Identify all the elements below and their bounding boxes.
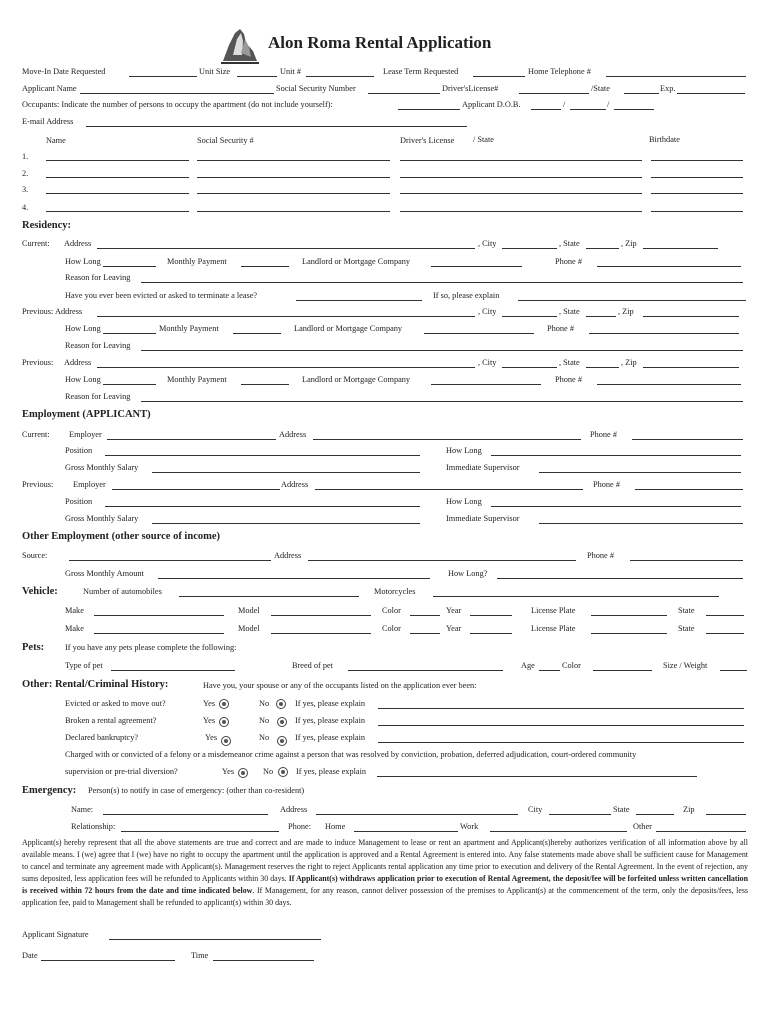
current-supervisor-field[interactable]	[539, 472, 741, 473]
felony-no-radio[interactable]	[278, 767, 288, 777]
pets-intro: If you have any pets please complete the following:	[65, 643, 237, 652]
current-zip-field[interactable]	[643, 248, 718, 249]
other-how-long-field[interactable]	[497, 578, 743, 579]
broken-yes-radio[interactable]	[219, 717, 229, 727]
col-state-header: / State	[473, 135, 494, 144]
home-label: Home	[325, 822, 346, 831]
bankruptcy-label: Declared bankruptcy?	[65, 733, 139, 742]
legal-bold-text: If Applicant(s) withdraws application prior to execution of Rental Agreement, the deposit/fee will be forfeited unless written cancellation is received within 72 hours from the date and time indicated below	[22, 874, 748, 895]
previous-state-field[interactable]	[586, 316, 616, 317]
source-field[interactable]	[69, 560, 271, 561]
make-field[interactable]	[94, 615, 224, 616]
previous-phone-field[interactable]	[589, 333, 739, 334]
city-label: , City	[478, 307, 497, 316]
history-intro: Have you, your spouse or any of the occupants listed on the application ever been:	[203, 681, 477, 690]
evicted-question: Have you ever been evicted or asked to terminate a lease?	[65, 291, 258, 300]
current-address-field[interactable]	[97, 248, 475, 249]
previous2-phone-field[interactable]	[597, 384, 741, 385]
ssn-label: Social Security Number	[276, 84, 356, 93]
time-label: Time	[191, 951, 209, 960]
bankruptcy-no-radio[interactable]	[277, 736, 287, 746]
broken-explain-field[interactable]	[378, 725, 744, 726]
emergency-name-label: Name:	[71, 805, 94, 814]
no-label: No	[259, 716, 270, 725]
pet-color-label: Color	[562, 661, 581, 670]
if-so-label: If so, please explain	[433, 291, 500, 300]
no-label: No	[259, 733, 270, 742]
phone-label: Phone #	[547, 324, 574, 333]
model-field[interactable]	[271, 633, 371, 634]
year-label: Year	[446, 606, 462, 615]
year-label: Year	[446, 624, 462, 633]
how-long-label: How Long	[65, 257, 101, 266]
occupant-dl-field[interactable]	[400, 160, 642, 161]
previous2-address-field[interactable]	[97, 367, 475, 368]
work-phone-field[interactable]	[490, 831, 627, 832]
vehicle-heading: Vehicle:	[22, 586, 58, 597]
make-label: Make	[65, 606, 84, 615]
current-landlord-field[interactable]	[431, 266, 522, 267]
dl-field[interactable]	[519, 93, 589, 94]
vehicle-state-field[interactable]	[706, 633, 744, 634]
occupant-ssn-field[interactable]	[197, 211, 390, 212]
color-field[interactable]	[410, 633, 440, 634]
previous2-zip-field[interactable]	[643, 367, 739, 368]
legal-statement	[22, 837, 748, 909]
broken-label: Broken a rental agreement?	[65, 716, 157, 725]
previous2-how-long-field[interactable]	[103, 384, 156, 385]
email-field[interactable]	[86, 126, 467, 127]
current-employment-label: Current:	[22, 430, 50, 439]
broken-no-radio[interactable]	[277, 717, 287, 727]
occupant-row-number: 4.	[22, 203, 29, 212]
previous-employer-field[interactable]	[112, 489, 280, 490]
dob-sep-1: /	[563, 100, 566, 109]
emergency-address-label: Address	[280, 805, 308, 814]
unit-size-label: Unit Size	[199, 67, 231, 76]
home-phone-field[interactable]	[354, 831, 458, 832]
employment-heading: Employment (APPLICANT)	[22, 409, 151, 420]
previous2-reason-field[interactable]	[141, 401, 743, 402]
landlord-label: Landlord or Mortgage Company	[302, 375, 411, 384]
previous-how-long-field[interactable]	[103, 333, 156, 334]
other-how-long-label: How Long?	[448, 569, 488, 578]
landlord-label: Landlord or Mortgage Company	[302, 257, 411, 266]
previous2-state-field[interactable]	[586, 367, 619, 368]
position-label: Position	[65, 497, 93, 506]
color-field[interactable]	[410, 615, 440, 616]
color-label: Color	[382, 624, 401, 633]
exp-field[interactable]	[677, 93, 745, 94]
plate-label: License Plate	[531, 606, 576, 615]
email-label: E-mail Address	[22, 117, 74, 126]
emergency-address-field[interactable]	[316, 814, 518, 815]
state-label: , State	[559, 239, 580, 248]
employer-phone-label: Phone #	[593, 480, 620, 489]
time-field[interactable]	[213, 960, 314, 961]
yes-label: Yes	[205, 733, 218, 742]
felony-explain-field[interactable]	[377, 776, 697, 777]
home-phone-label: Home Telephone #	[528, 67, 591, 76]
gross-salary-label: Gross Monthly Salary	[65, 463, 139, 472]
bankruptcy-explain-field[interactable]	[378, 742, 744, 743]
previous-address-field[interactable]	[97, 316, 475, 317]
occupants-label: Occupants: Indicate the number of persons to occupy the apartment (do not include yourself):	[22, 100, 333, 109]
vehicle-state-label: State	[678, 606, 695, 615]
pet-breed-field[interactable]	[348, 670, 503, 671]
model-label: Model	[238, 606, 260, 615]
previous-employer-phone-field[interactable]	[635, 489, 743, 490]
dl-state-label: /State	[591, 84, 610, 93]
employer-address-label: Address	[281, 480, 309, 489]
occupant-row-number: 2.	[22, 169, 29, 178]
previous-address-label: Previous: Address	[22, 307, 83, 316]
zip-label: , Zip	[618, 307, 634, 316]
other-phone-field[interactable]	[656, 831, 746, 832]
city-label: , City	[478, 358, 497, 367]
pet-age-label: Age	[521, 661, 535, 670]
emergency-zip-label: Zip	[683, 805, 695, 814]
emergency-city-label: City	[528, 805, 543, 814]
move-in-field[interactable]	[129, 76, 197, 77]
explain-label: If yes, please explain	[295, 733, 366, 742]
yes-label: Yes	[203, 716, 216, 725]
how-long-label: How Long	[65, 324, 101, 333]
occupant-name-field[interactable]	[46, 160, 189, 161]
evicted-answer-field[interactable]	[296, 300, 422, 301]
occupant-name-field[interactable]	[46, 177, 189, 178]
move-in-label: Move-In Date Requested	[22, 67, 106, 76]
occupant-ssn-field[interactable]	[197, 177, 390, 178]
current-employment-how-long-field[interactable]	[491, 455, 741, 456]
emergency-state-label: State	[613, 805, 630, 814]
previous-reason-field[interactable]	[141, 350, 743, 351]
emergency-heading: Emergency:	[22, 785, 77, 796]
monthly-payment-label: Monthly Payment	[167, 375, 227, 384]
previous-payment-field[interactable]	[233, 333, 281, 334]
occupant-birth-field[interactable]	[651, 177, 743, 178]
emergency-city-field[interactable]	[549, 814, 611, 815]
other-employment-heading: Other Employment (other source of income)	[22, 531, 221, 542]
phone-label: Phone #	[555, 257, 582, 266]
year-field[interactable]	[470, 615, 512, 616]
emergency-intro: Person(s) to notify in case of emergency: (other than co-resident)	[88, 786, 305, 795]
previous-employment-how-long-field[interactable]	[491, 506, 741, 507]
state-label: , State	[559, 307, 580, 316]
praying-hands-icon	[219, 25, 261, 65]
previous-employment-label: Previous:	[22, 480, 54, 489]
current-city-field[interactable]	[502, 248, 557, 249]
pet-size-label: Size / Weight	[663, 661, 708, 670]
unit-no-label: Unit #	[280, 67, 301, 76]
make-label: Make	[65, 624, 84, 633]
evicted-explain-field[interactable]	[378, 708, 744, 709]
signature-field[interactable]	[109, 939, 321, 940]
reason-label: Reason for Leaving	[65, 341, 131, 350]
how-long-label: How Long	[446, 497, 482, 506]
pets-heading: Pets:	[22, 642, 45, 653]
occupant-dl-field[interactable]	[400, 211, 642, 212]
supervision-question: supervision or pre-trial diversion?	[65, 767, 178, 776]
supervisor-label: Immediate Supervisor	[446, 514, 520, 523]
other-phone-field[interactable]	[630, 560, 743, 561]
legal-text-2: . If Management, for any reason, cannot deliver possession of the premises to Applicant(s) at the commencement of the term, only the deposits/fees, less application fee, paid to Management shall be refunded to applicant(s) within 30 days.	[22, 886, 748, 907]
previous-zip-field[interactable]	[643, 316, 739, 317]
col-birth-header: Birthdate	[649, 135, 680, 144]
explain-label: If yes, please explain	[295, 716, 366, 725]
plate-label: License Plate	[531, 624, 576, 633]
lease-term-field[interactable]	[473, 76, 525, 77]
employer-label: Employer	[73, 480, 106, 489]
no-label: No	[263, 767, 274, 776]
evicted-yes-radio[interactable]	[219, 699, 229, 709]
previous-position-field[interactable]	[105, 506, 420, 507]
gross-salary-label: Gross Monthly Salary	[65, 514, 139, 523]
col-name-header: Name	[46, 136, 66, 145]
year-field[interactable]	[470, 633, 512, 634]
current-position-field[interactable]	[105, 455, 420, 456]
vehicle-state-label: State	[678, 624, 695, 633]
yes-label: Yes	[222, 767, 235, 776]
current-state-field[interactable]	[586, 248, 619, 249]
pet-color-field[interactable]	[593, 670, 652, 671]
applicant-signature-label: Applicant Signature	[22, 930, 89, 939]
applicant-name-field[interactable]	[80, 93, 274, 94]
pet-size-field[interactable]	[720, 670, 747, 671]
previous2-payment-field[interactable]	[241, 384, 289, 385]
landlord-label: Landlord or Mortgage Company	[294, 324, 403, 333]
unit-no-field[interactable]	[306, 76, 374, 77]
ssn-field[interactable]	[368, 93, 440, 94]
model-field[interactable]	[271, 615, 371, 616]
other-address-label: Address	[274, 551, 302, 560]
occupant-row-number: 1.	[22, 152, 29, 161]
monthly-payment-label: Monthly Payment	[167, 257, 227, 266]
emergency-zip-field[interactable]	[706, 814, 746, 815]
occupant-dl-field[interactable]	[400, 177, 642, 178]
lease-term-label: Lease Term Requested	[383, 67, 459, 76]
state-label: , State	[559, 358, 580, 367]
exp-label: Exp.	[660, 84, 676, 93]
previous-gross-salary-field[interactable]	[152, 523, 420, 524]
reason-label: Reason for Leaving	[65, 392, 131, 401]
previous-label: Previous:	[22, 358, 54, 367]
other-label: Other	[633, 822, 652, 831]
phone-label: Phone #	[555, 375, 582, 384]
previous-supervisor-field[interactable]	[539, 523, 743, 524]
previous-landlord-field[interactable]	[424, 333, 534, 334]
emergency-state-field[interactable]	[636, 814, 674, 815]
gross-amount-field[interactable]	[158, 578, 430, 579]
occupant-ssn-field[interactable]	[197, 193, 390, 194]
model-label: Model	[238, 624, 260, 633]
page-title: Alon Roma Rental Application	[268, 33, 492, 52]
zip-label: , Zip	[621, 358, 637, 367]
occupant-dl-field[interactable]	[400, 193, 642, 194]
unit-size-field[interactable]	[237, 76, 277, 77]
dob-sep-2: /	[607, 100, 610, 109]
yes-label: Yes	[203, 699, 216, 708]
relationship-field[interactable]	[121, 831, 279, 832]
history-heading: Other: Rental/Criminal History:	[22, 679, 169, 690]
date-label: Date	[22, 951, 38, 960]
felony-yes-radio[interactable]	[238, 768, 248, 778]
date-field[interactable]	[41, 960, 175, 961]
previous-employer-address-field[interactable]	[315, 489, 583, 490]
dl-label: Driver'sLicense#	[442, 84, 499, 93]
explain-label: If yes, please explain	[296, 767, 367, 776]
vehicle-state-field[interactable]	[706, 615, 744, 616]
current-employer-field[interactable]	[107, 439, 276, 440]
how-long-label: How Long	[65, 375, 101, 384]
legal-text-1: Applicant(s) hereby represent that all the above statements are true and correct and are made to induce Management to lease or rent an apartment and Applicant(s)hereby authorizes verification of all information above by all available means. I (we) agree that I (we) have no right to occupy the apartment until the application is approved and a Rental Agreement is entered into. Any false statements made above shall be sufficient cause for Management to cancel and terminate any agreement made with Applicant(s). Management reserves the right to reject Applicants rental application any time prior to execution and delivery of the Rental Agreement. In the event of rejection, any sums deposited, less application fees will be refunded to Applicants within 30 days.	[22, 838, 748, 883]
how-long-label: How Long	[446, 446, 482, 455]
employer-address-label: Address	[279, 430, 307, 439]
current-phone-field[interactable]	[597, 266, 741, 267]
employer-phone-label: Phone #	[590, 430, 617, 439]
occupant-row-number: 3.	[22, 185, 29, 194]
make-field[interactable]	[94, 633, 224, 634]
occupant-birth-field[interactable]	[651, 160, 743, 161]
pet-type-label: Type of pet	[65, 661, 103, 670]
other-address-field[interactable]	[308, 560, 576, 561]
evicted-explain-field[interactable]	[518, 300, 746, 301]
occupant-birth-field[interactable]	[651, 193, 743, 194]
current-how-long-field[interactable]	[103, 266, 156, 267]
bankruptcy-yes-radio[interactable]	[221, 736, 231, 746]
emergency-phone-label: Phone:	[288, 822, 312, 831]
explain-label: If yes, please explain	[295, 699, 366, 708]
emergency-name-field[interactable]	[103, 814, 268, 815]
other-phone-label: Phone #	[587, 551, 614, 560]
num-autos-field[interactable]	[179, 596, 359, 597]
dob-day-field[interactable]	[570, 109, 606, 110]
dob-month-field[interactable]	[531, 109, 561, 110]
col-ssn-header: Social Security #	[197, 136, 254, 145]
pet-breed-label: Breed of pet	[292, 661, 334, 670]
motorcycles-field[interactable]	[433, 596, 719, 597]
supervisor-label: Immediate Supervisor	[446, 463, 520, 472]
current-residence-label: Current:	[22, 239, 50, 248]
num-autos-label: Number of automobiles	[83, 587, 162, 596]
previous2-city-field[interactable]	[502, 367, 557, 368]
plate-field[interactable]	[591, 615, 667, 616]
home-phone-field[interactable]	[606, 76, 746, 77]
address-label: Address	[64, 239, 92, 248]
position-label: Position	[65, 446, 93, 455]
address-label: Address	[64, 358, 92, 367]
occupant-ssn-field[interactable]	[197, 160, 390, 161]
occupant-name-field[interactable]	[46, 211, 189, 212]
col-dl-header: Driver's License	[400, 136, 455, 145]
no-label: No	[259, 699, 270, 708]
previous-city-field[interactable]	[502, 316, 557, 317]
occupant-birth-field[interactable]	[651, 211, 743, 212]
city-label: , City	[478, 239, 497, 248]
dl-state-field[interactable]	[624, 93, 659, 94]
source-label: Source:	[22, 551, 48, 560]
color-label: Color	[382, 606, 401, 615]
plate-field[interactable]	[591, 633, 667, 634]
current-reason-field[interactable]	[141, 282, 743, 283]
current-employer-address-field[interactable]	[313, 439, 581, 440]
residency-heading: Residency:	[22, 220, 71, 231]
work-label: Work	[460, 822, 479, 831]
pet-type-field[interactable]	[111, 670, 235, 671]
motorcycles-label: Motorcycles	[374, 587, 416, 596]
applicant-name-label: Applicant Name	[22, 84, 77, 93]
monthly-payment-label: Monthly Payment	[159, 324, 219, 333]
pet-age-field[interactable]	[539, 670, 560, 671]
evicted-no-radio[interactable]	[276, 699, 286, 709]
current-gross-salary-field[interactable]	[152, 472, 420, 473]
occupant-name-field[interactable]	[46, 193, 189, 194]
reason-label: Reason for Leaving	[65, 273, 131, 282]
gross-amount-label: Gross Monthly Amount	[65, 569, 144, 578]
relationship-label: Relationship:	[71, 822, 116, 831]
felony-question: Charged with or convicted of a felony or a misdemeanor crime against a person that was resolved by conviction, probation, deferred adjudication, court-ordered community	[65, 750, 637, 759]
current-payment-field[interactable]	[241, 266, 289, 267]
current-employer-phone-field[interactable]	[632, 439, 743, 440]
dob-label: Applicant D.O.B.	[462, 100, 521, 109]
dob-year-field[interactable]	[614, 109, 654, 110]
previous2-landlord-field[interactable]	[431, 384, 541, 385]
zip-label: , Zip	[621, 239, 637, 248]
evicted-label: Evicted or asked to move out?	[65, 699, 166, 708]
employer-label: Employer	[69, 430, 102, 439]
occupants-count-field[interactable]	[398, 109, 460, 110]
